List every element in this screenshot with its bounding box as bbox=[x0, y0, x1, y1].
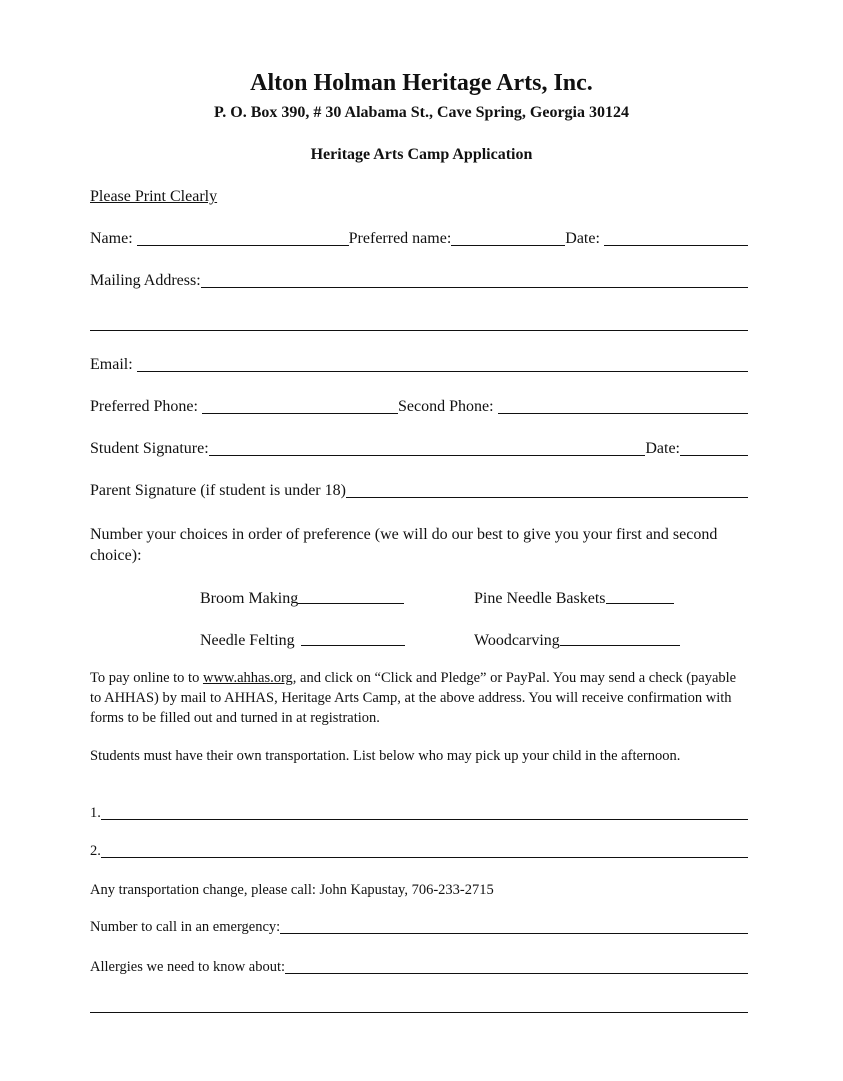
date-label: Date: bbox=[565, 230, 600, 247]
org-address: P. O. Box 390, # 30 Alabama St., Cave Spring, Georgia 30124 bbox=[214, 104, 629, 121]
pickup-1-label: 1. bbox=[90, 805, 101, 821]
name-field[interactable] bbox=[137, 227, 349, 246]
parent-signature-field[interactable] bbox=[346, 479, 748, 498]
transport-change-note: Any transportation change, please call: John Kapustay, 706-233-2715 bbox=[90, 882, 494, 898]
mailing-address-row bbox=[90, 268, 748, 292]
pickup-1-field[interactable] bbox=[101, 801, 748, 820]
mailing-address-label: Mailing Address: bbox=[90, 272, 201, 289]
phone-row bbox=[90, 394, 748, 418]
form-title: Heritage Arts Camp Application bbox=[310, 146, 533, 163]
woodcarving-field[interactable] bbox=[560, 627, 680, 646]
choice-needle-felting bbox=[200, 626, 405, 650]
allergies-row bbox=[90, 954, 748, 978]
date-field[interactable] bbox=[604, 227, 748, 246]
student-signature-label: Student Signature: bbox=[90, 440, 209, 457]
mailing-address-field-line2[interactable] bbox=[90, 330, 748, 331]
name-label: Name: bbox=[90, 230, 133, 247]
preferred-phone-field[interactable] bbox=[202, 395, 398, 414]
email-label: Email: bbox=[90, 356, 133, 373]
parent-signature-row bbox=[90, 478, 748, 502]
parent-signature-label: Parent Signature (if student is under 18) bbox=[90, 482, 346, 499]
payment-suffix: , and click on “Click and Pledge” or PayPal. You may send a check (payable to AHHAS) by mail to AHHAS, Heritage Arts Camp, at the above address. You will receive confirmation with forms to be filled out and turned in at registration. bbox=[90, 670, 737, 726]
preferred-name-field[interactable] bbox=[451, 227, 565, 246]
allergies-field[interactable] bbox=[285, 955, 748, 974]
transport-instructions: Students must have their own transportation. List below who may pick up your child in the afternoon. bbox=[90, 748, 681, 764]
mailing-address-field[interactable] bbox=[201, 269, 748, 288]
choices-instruction: Number your choices in order of preference (we will do our best to give you your first and second choice): bbox=[90, 526, 718, 564]
pine-needle-baskets-label: Pine Needle Baskets bbox=[474, 590, 606, 607]
pickup-2-label: 2. bbox=[90, 843, 101, 859]
needle-felting-label: Needle Felting bbox=[200, 632, 295, 649]
preferred-phone-label: Preferred Phone: bbox=[90, 398, 198, 415]
name-row bbox=[90, 226, 748, 250]
page-title: Alton Holman Heritage Arts, Inc. bbox=[250, 70, 593, 96]
emergency-number-field[interactable] bbox=[280, 915, 748, 934]
second-phone-label: Second Phone: bbox=[397, 398, 494, 415]
print-instruction: Please Print Clearly bbox=[90, 188, 218, 205]
pickup-row-1 bbox=[90, 800, 748, 824]
allergies-label: Allergies we need to know about: bbox=[90, 959, 286, 975]
woodcarving-label: Woodcarving bbox=[474, 632, 560, 649]
ahhas-link[interactable]: www.ahhas.org bbox=[202, 670, 293, 686]
payment-prefix: To pay online to to bbox=[90, 670, 203, 686]
pickup-row-2 bbox=[90, 838, 748, 862]
student-signature-field[interactable] bbox=[209, 437, 646, 456]
emergency-row bbox=[90, 914, 748, 938]
choice-pine-needle-baskets bbox=[474, 584, 674, 608]
broom-making-label: Broom Making bbox=[200, 590, 299, 607]
broom-making-field[interactable] bbox=[298, 585, 404, 604]
choice-broom-making bbox=[200, 584, 404, 608]
second-phone-field[interactable] bbox=[498, 395, 748, 414]
allergies-field-line2[interactable] bbox=[90, 1012, 748, 1013]
pine-needle-baskets-field[interactable] bbox=[606, 585, 674, 604]
choice-woodcarving bbox=[474, 626, 680, 650]
email-field[interactable] bbox=[137, 353, 748, 372]
student-date-label: Date: bbox=[645, 440, 680, 457]
needle-felting-field[interactable] bbox=[301, 627, 405, 646]
preferred-name-label: Preferred name: bbox=[348, 230, 452, 247]
pickup-2-field[interactable] bbox=[101, 839, 748, 858]
payment-instructions bbox=[90, 668, 750, 728]
emergency-number-label: Number to call in an emergency: bbox=[90, 919, 281, 935]
student-signature-row bbox=[90, 436, 748, 460]
student-date-field[interactable] bbox=[680, 437, 748, 456]
email-row bbox=[90, 352, 748, 376]
